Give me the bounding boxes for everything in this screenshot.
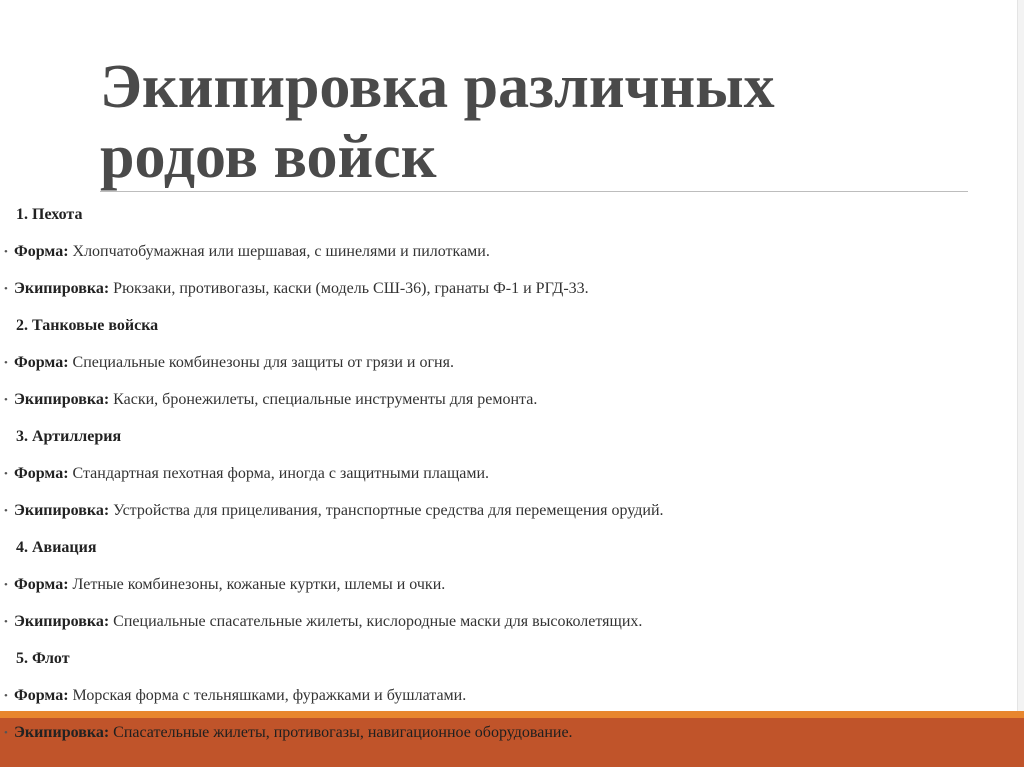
equipment-text: Рюкзаки, противогазы, каски (модель СШ-36), гранаты Ф-1 и РГД-33.: [109, 280, 589, 297]
equipment-text: Устройства для прицеливания, транспортные средства для перемещения орудий.: [109, 502, 664, 519]
equipment-item-infantry: [4, 276, 1014, 313]
section-heading-tank-troops: 2. Танковые войска: [16, 317, 159, 334]
form-text: Хлопчатобумажная или шершавая, с шинелями и пилотками.: [68, 243, 490, 260]
form-text: Специальные комбинезоны для защиты от грязи и огня.: [68, 354, 454, 371]
bullet-icon: •: [4, 357, 8, 369]
bullet-icon: •: [4, 246, 8, 258]
section-heading-navy: 5. Флот: [16, 650, 70, 667]
bullet-icon: •: [4, 690, 8, 702]
slide-title-line-2: родов войск: [100, 123, 437, 191]
equipment-label: Экипировка:: [14, 280, 110, 297]
content-list: [4, 202, 1014, 720]
bullet-icon: •: [4, 579, 8, 591]
equipment-text: Спасательные жилеты, противогазы, навигационное оборудование.: [109, 724, 573, 741]
equipment-text: Специальные спасательные жилеты, кислородные маски для высоколетящих.: [109, 613, 643, 630]
section-heading-infantry: 1. Пехота: [16, 206, 83, 223]
slide-title-line-1: Экипировка различных: [100, 53, 775, 121]
bullet-icon: •: [4, 283, 8, 295]
form-label: Форма:: [14, 576, 69, 593]
form-text: Летные комбинезоны, кожаные куртки, шлемы и очки.: [68, 576, 446, 593]
form-item-aviation: [4, 572, 1014, 609]
slide-title: [100, 52, 960, 192]
form-label: Форма:: [14, 243, 69, 260]
form-label: Форма:: [14, 354, 69, 371]
form-text: Стандартная пехотная форма, иногда с защитными плащами.: [68, 465, 490, 482]
bullet-icon: •: [4, 394, 8, 406]
equipment-label: Экипировка:: [14, 613, 110, 630]
equipment-item-aviation: [4, 609, 1014, 646]
form-label: Форма:: [14, 687, 69, 704]
bullet-icon: •: [4, 505, 8, 517]
content-list-footer: [4, 720, 1014, 757]
form-item-tank-troops: [4, 350, 1014, 387]
bullet-icon: •: [4, 468, 8, 480]
equipment-label: Экипировка:: [14, 502, 110, 519]
bullet-icon: •: [4, 616, 8, 628]
equipment-item-navy: [4, 720, 1014, 757]
section-heading-aviation: 4. Авиация: [16, 539, 97, 556]
title-divider: [100, 191, 968, 192]
equipment-text: Каски, бронежилеты, специальные инструменты для ремонта.: [109, 391, 538, 408]
form-text: Морская форма с тельняшками, фуражками и бушлатами.: [68, 687, 467, 704]
equipment-item-tank-troops: [4, 387, 1014, 424]
bottom-accent-band: [0, 711, 1024, 718]
section-heading-artillery: 3. Артиллерия: [16, 428, 122, 445]
form-item-artillery: [4, 461, 1014, 498]
equipment-label: Экипировка:: [14, 391, 110, 408]
bullet-icon: •: [4, 727, 8, 739]
equipment-label: Экипировка:: [14, 724, 110, 741]
equipment-item-artillery: [4, 498, 1014, 535]
form-label: Форма:: [14, 465, 69, 482]
form-item-infantry: [4, 239, 1014, 276]
slide-edge: [1017, 0, 1024, 767]
